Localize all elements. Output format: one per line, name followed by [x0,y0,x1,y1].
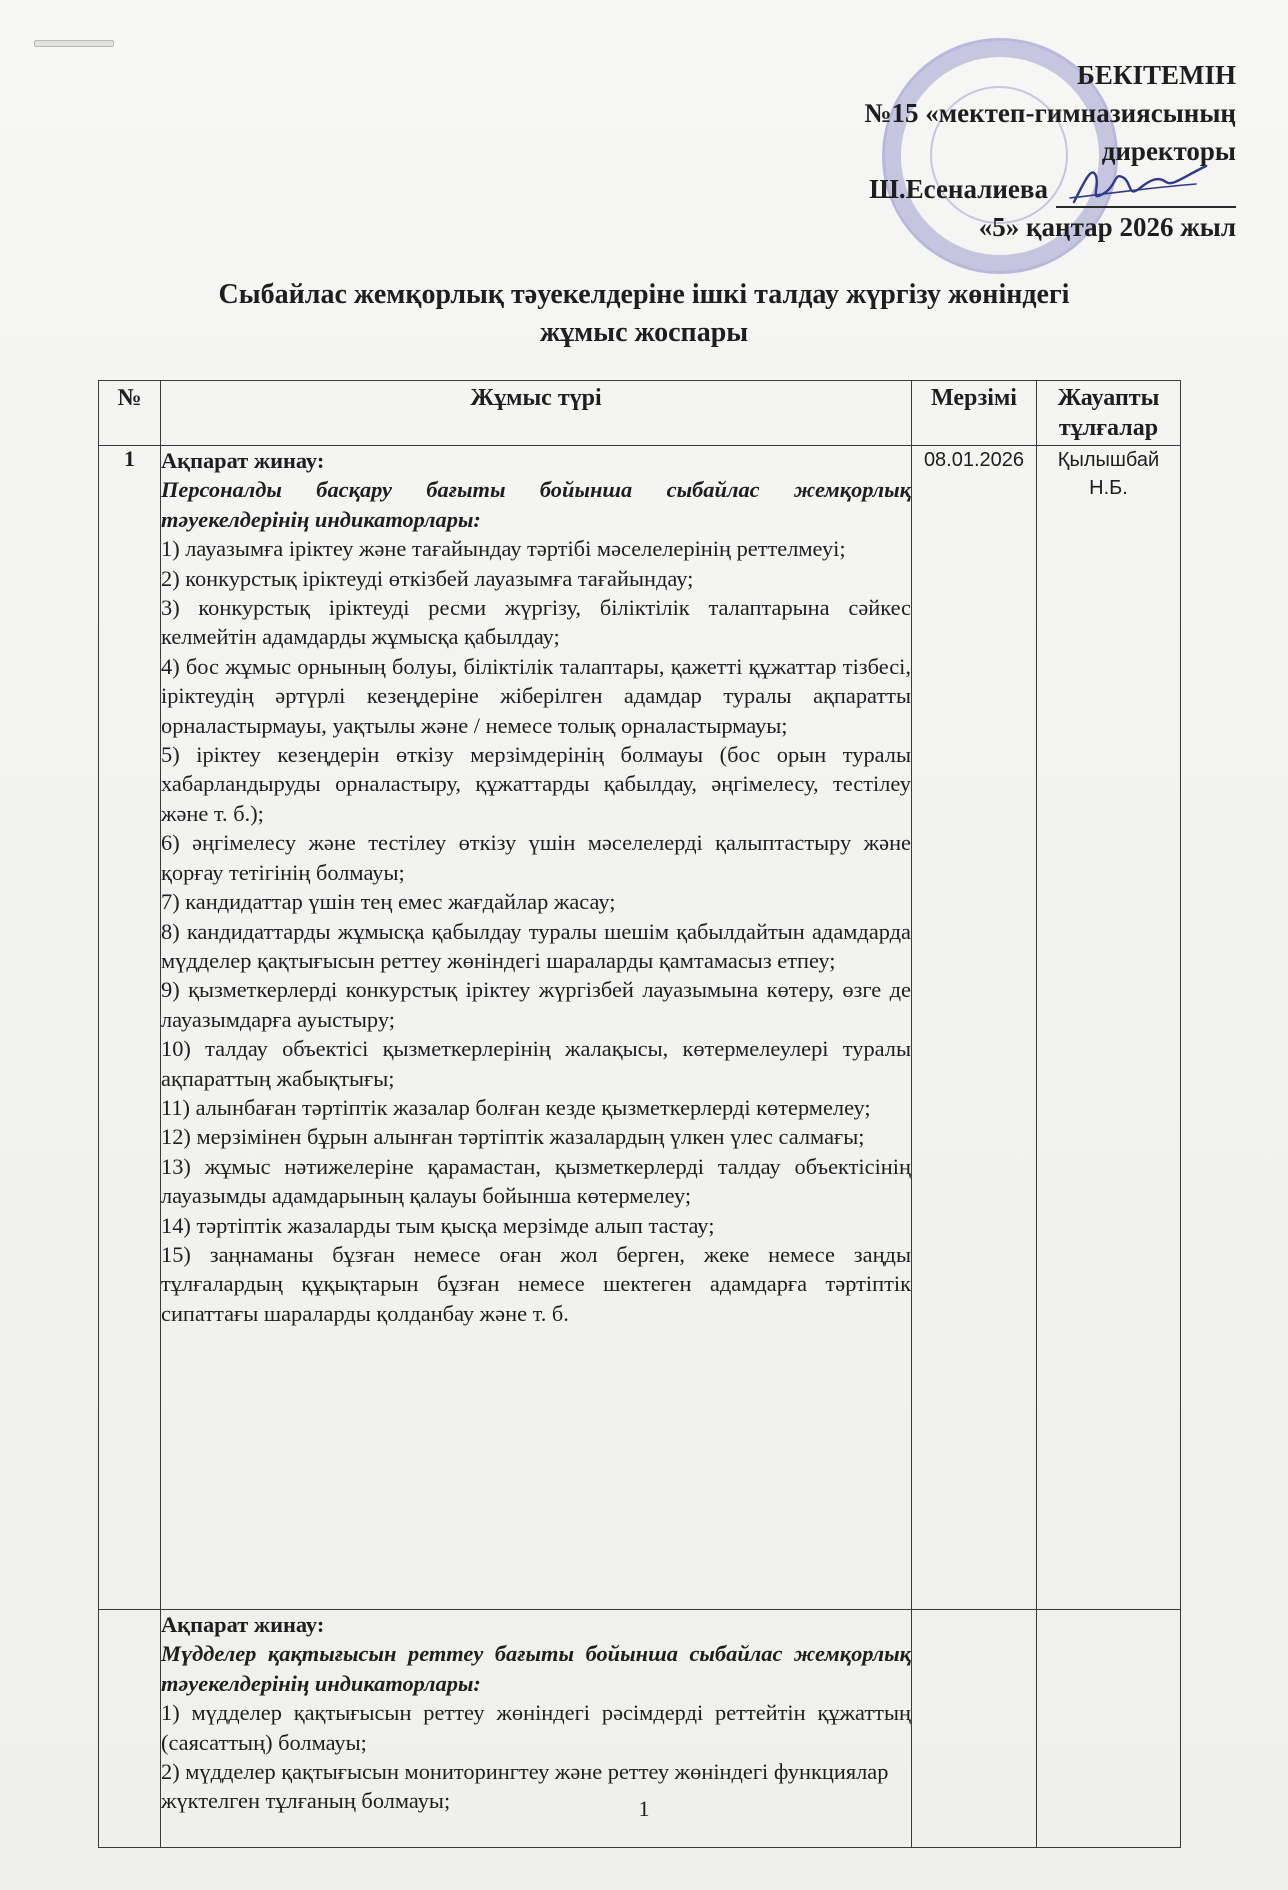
list-item: 7) кандидаттар үшін тең емес жағдайлар жасау; [161,889,616,915]
list-item: 11) алынбаған тәртіптік жазалар болған кезде қызметкерлерді көтермелеу; [161,1094,871,1120]
header-number: № [99,381,161,446]
section-subheading: Персоналды басқару бағыты бойынша сыбайлас жемқорлық тәуекелдерінің индикаторлары: [161,477,911,532]
table-header-row [99,381,1181,446]
list-item: 4) бос жұмыс орнының болуы, біліктілік талаптары, қажетті құжаттар тізбесі, іріктеудің әртүрлі кезеңдеріне жіберілген адамдар туралы ақпаратты орналастырмауы, уақтылы және / немесе толық орналастырмауы; [161,653,911,738]
list-item: 6) әңгімелесу және тестілеу өткізу үшін мәселелерді қалыптастыру және қорғау тетігінің болмауы; [161,830,911,885]
work-description [161,446,912,1610]
deadline-cell: 08.01.2026 [912,446,1037,1610]
header-deadline: Мерзімі [912,381,1037,446]
list-item: 1) мүдделер қақтығысын реттеу жөніндегі рәсімдерді реттейтін құжаттың (саясаттың) болмауы; [161,1700,911,1755]
list-item: 1) лауазымға іріктеу және тағайындау тәртібі мәселелерінің реттелмеуі; [161,536,846,562]
list-item: 14) тәртіптік жазаларды тым қысқа мерзімде алып тастау; [161,1212,715,1238]
section-heading: Ақпарат жинау: [161,448,325,473]
approval-block [864,56,1236,246]
approval-school: №15 «мектеп-гимназиясының [864,98,1236,128]
responsible-surname: Қылышбай [1057,449,1160,471]
director-name: Ш.Есеналиева [869,174,1048,204]
list-item: 8) кандидаттарды жұмысқа қабылдау туралы шешім қабылдайтын адамдарда мүдделер қақтығысын реттеу жөніндегі шараларды қамтамасыз етпеу; [161,918,911,973]
row-number: 1 [99,446,161,1610]
list-item: 12) мерзімінен бұрын алынған тәртіптік жазалардың үлкен үлес салмағы; [161,1124,865,1150]
list-item: 13) жұмыс нәтижелеріне қарамастан, қызметкерлерді талдау объектісінің лауазымды адамдарының қалауы бойынша көтермелеу; [161,1153,911,1209]
approval-heading: БЕКІТЕМІН [1077,60,1236,90]
title-line-1: Сыбайлас жемқорлық тәуекелдеріне ішкі талдау жүргізу жөніндегі [218,279,1070,310]
title-line-2: жұмыс жоспары [539,317,749,348]
responsible-cell [1037,446,1181,1610]
work-plan-table [98,380,1181,1848]
table-row [99,446,1181,1610]
list-item: 15) заңнаманы бұзған немесе оған жол берген, жеке немесе заңды тұлғалардың құқықтарын бұзған немесе шектеген адамдарға тәртіптік сипаттағы шараларды қолданбау және т. б. [161,1241,911,1326]
signature [1056,176,1236,208]
list-item: 5) іріктеу кезеңдерін өткізу мерзімдерінің болмауы (бос орын туралы хабарландыруды орналастыру, құжаттарды қабылдау, әңгімелесу, тестілеу және т. б.); [161,742,911,826]
list-item: 2) конкурстық іріктеуді өткізбей лауазымға тағайындау; [161,565,694,591]
header-responsible: Жауапты тұлғалар [1037,381,1181,446]
list-item: 3) конкурстық іріктеуді ресми жүргізу, біліктілік талаптарына сәйкес келмейтін адамдарды жұмысқа қабылдау; [161,595,911,650]
responsible-initials: Н.Б. [1089,477,1128,499]
approval-position: директоры [1101,136,1236,166]
list-item: 10) талдау объектісі қызметкерлерінің жалақысы, көтермелеулері туралы ақпараттың жабықтығы; [161,1036,911,1091]
section-subheading: Мүдделер қақтығысын реттеу бағыты бойынша сыбайлас жемқорлық тәуекелдерінің индикаторлары: [161,1641,911,1696]
staple-mark [34,40,114,47]
page-number: 1 [638,1796,650,1821]
header-work-type: Жұмыс түрі [161,381,912,446]
list-item: 2) мүдделер қақтығысын мониторингтеу және реттеу жөніндегі функциялар жүктелген тұлғаның болмауы; [161,1759,889,1814]
document-title [100,276,1188,352]
approval-date: «5» қаңтар 2026 жыл [978,212,1236,242]
signature-scribble-icon [1066,158,1216,208]
list-item: 9) қызметкерлерді конкурстық іріктеу жүргізбей лауазымына көтеру, өзге де лауазымдарға ауыстыру; [161,977,911,1032]
section-heading: Ақпарат жинау: [161,1612,325,1637]
approval-signature-line [864,170,1236,208]
